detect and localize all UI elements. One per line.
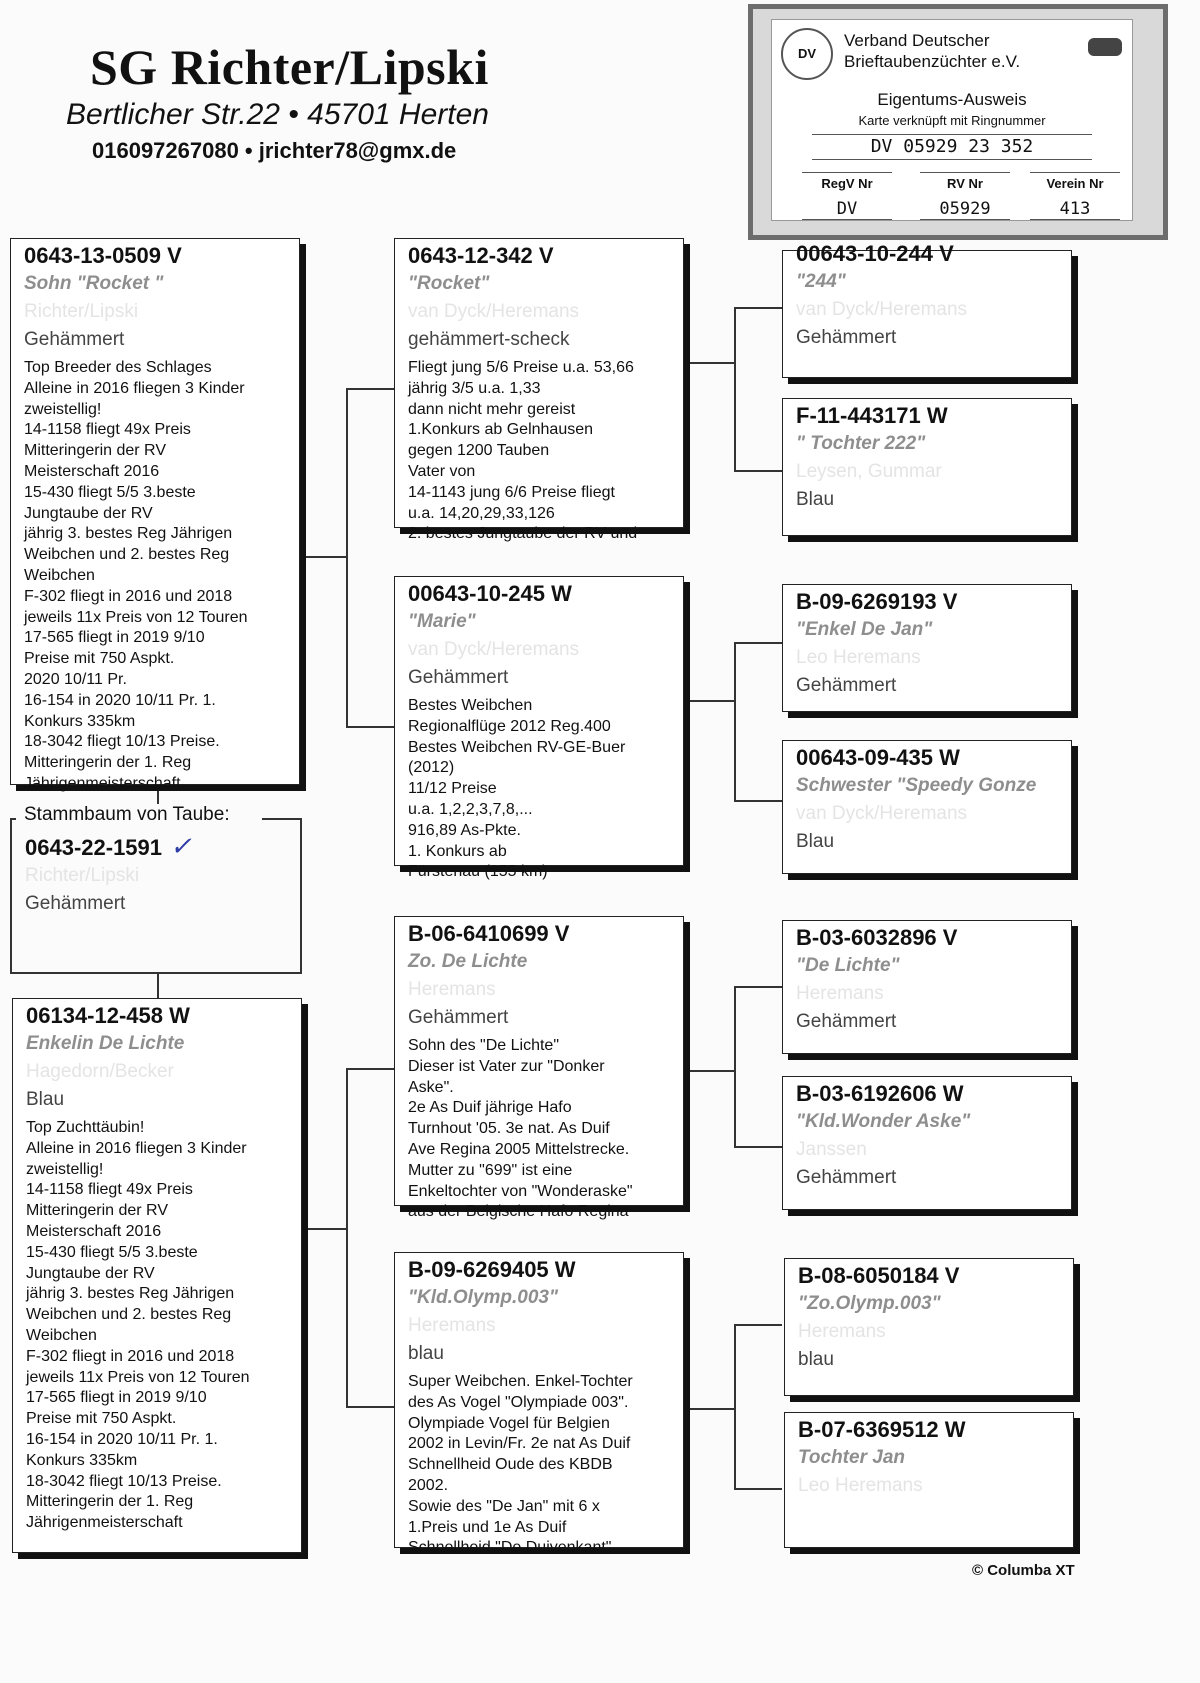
subject-ring-number	[25, 832, 287, 862]
note-line: 2020 10/11 Pr.	[24, 670, 127, 688]
note-line: 11/12 Preise	[408, 780, 497, 798]
note-line: 1. Konkurs ab	[408, 842, 507, 860]
breeder-address: Bertlicher Str.22 • 45701 Herten	[66, 98, 489, 131]
connector	[734, 307, 782, 309]
connector	[346, 388, 348, 728]
pedigree-label: Stammbaum von Taube:	[16, 804, 238, 826]
note-line: Dieser ist Vater zur "Donker	[408, 1057, 605, 1075]
grandsire-paternal-notes	[408, 358, 670, 545]
subject-breeder: Richter/Lipski	[25, 865, 140, 886]
sire-breeder: Richter/Lipski	[24, 301, 139, 322]
note-line: dann nicht mehr gereist	[408, 400, 576, 418]
connector	[10, 972, 302, 974]
ownership-stamp	[748, 4, 1168, 240]
great-grandparent-card[interactable]	[782, 740, 1072, 874]
connector	[346, 388, 394, 390]
great-grandparent-card[interactable]	[782, 1076, 1072, 1210]
stamp-verein	[1030, 172, 1120, 220]
granddam-maternal-breeder: Heremans	[408, 1315, 496, 1336]
grandsire-maternal-card[interactable]	[394, 916, 684, 1221]
stamp-heading: Eigentums-Ausweis	[877, 90, 1027, 109]
note-line: Fürstenau (155 km)	[408, 863, 548, 881]
dam-color: Blau	[26, 1089, 65, 1110]
dam-breeder: Hagedorn/Becker	[26, 1061, 174, 1082]
note-line: Meisterschaft 2016	[26, 1222, 162, 1240]
note-line: 16-154 in 2020 10/11 Pr. 1.	[24, 691, 216, 709]
granddam-paternal-card[interactable]	[394, 576, 684, 881]
subject-ring-text: 0643-22-1591	[25, 835, 163, 860]
note-line: 17-565 fliegt in 2019 9/10	[26, 1389, 207, 1407]
connector	[300, 818, 302, 974]
note-line: aus der Belgische Hafo Regina	[408, 1203, 629, 1221]
note-line: Sohn des "De Lichte"	[408, 1037, 560, 1054]
note-line: 916,89 As-Pkte.	[408, 821, 521, 839]
note-line: Alleine in 2016 fliegen 3 Kinder	[26, 1139, 247, 1157]
ggp-color: Blau	[796, 831, 835, 852]
connector	[734, 642, 782, 644]
note-line: 14-1158 fliegt 49x Preis	[26, 1181, 193, 1199]
note-line: 2. bestes Jungtaube der RV und	[408, 525, 638, 543]
note-line: Vater von	[408, 462, 476, 480]
connector	[734, 986, 782, 988]
breeder-name-title: SG Richter/Lipski	[90, 39, 489, 95]
great-grandparent-card[interactable]	[784, 1412, 1074, 1548]
note-line: Sowie des "De Jan" mit 6 x	[408, 1497, 600, 1515]
ggp-name: "Enkel De Jan"	[796, 619, 933, 640]
ggp-breeder: van Dyck/Heremans	[796, 299, 968, 320]
connector	[346, 726, 394, 728]
stamp-verein-value: 413	[1030, 199, 1120, 220]
stamp-rv	[920, 172, 1010, 220]
ggp-name: "De Lichte"	[796, 955, 900, 976]
granddam-maternal-notes	[408, 1372, 670, 1559]
sire-color: Gehämmert	[24, 329, 125, 350]
note-line: Fliegt jung 5/6 Preise u.a. 53,66	[408, 359, 634, 376]
ggp-color: Gehämmert	[796, 675, 897, 696]
note-line: u.a. 1,2,2,3,7,8,...	[408, 800, 533, 818]
note-line: Aske".	[408, 1078, 454, 1096]
ggp-breeder: Heremans	[798, 1321, 886, 1342]
note-line: Weibchen	[24, 566, 95, 584]
sire-card[interactable]	[10, 238, 300, 792]
ggp-color: Gehämmert	[796, 1167, 897, 1188]
grandsire-paternal-color: gehämmert-scheck	[408, 329, 570, 350]
note-line: jährig 3/5 u.a. 1,33	[408, 379, 541, 397]
ggp-ring: 00643-10-244 V	[796, 241, 954, 266]
note-line: Schnellheid "De Duivenkant"	[408, 1539, 612, 1557]
connector	[305, 556, 348, 558]
note-line: Preise mit 750 Aspkt.	[24, 650, 175, 668]
sire-name: Sohn "Rocket "	[24, 273, 164, 294]
ggp-ring: B-09-6269193 V	[796, 589, 958, 614]
dam-card[interactable]	[12, 998, 302, 1553]
ggp-name: "244"	[796, 271, 846, 292]
ggp-color: Gehämmert	[796, 327, 897, 348]
connector	[734, 1488, 782, 1490]
stamp-regv	[802, 172, 892, 220]
granddam-paternal-notes	[408, 696, 670, 883]
note-line: zweistellig!	[24, 400, 102, 418]
connector	[686, 362, 736, 364]
stamp-regv-label: RegV Nr	[802, 172, 892, 191]
note-line: 15-430 fliegt 5/5 3.beste	[26, 1243, 198, 1261]
ggp-name: " Tochter 222"	[796, 433, 926, 454]
note-line: 2002 in Levin/Fr. 2e nat As Duif	[408, 1435, 631, 1453]
ggp-name: Tochter Jan	[798, 1447, 905, 1468]
note-line: Mitteringerin der RV	[24, 442, 166, 460]
note-line: jeweils 11x Preis von 12 Touren	[24, 608, 248, 626]
ggp-ring: F-11-443171 W	[796, 403, 948, 428]
connector	[157, 974, 159, 998]
note-line: jährig 3. bestes Reg Jährigen	[26, 1285, 235, 1303]
ggp-name: "Kld.Wonder Aske"	[796, 1111, 971, 1132]
note-line: Jungtaube der RV	[26, 1264, 155, 1282]
dam-name: Enkelin De Lichte	[26, 1033, 185, 1054]
note-line: Konkurs 335km	[26, 1451, 138, 1469]
ggp-breeder: Heremans	[796, 983, 884, 1004]
subject-card[interactable]	[12, 818, 300, 974]
note-line: 17-565 fliegt in 2019 9/10	[24, 629, 205, 647]
ggp-breeder: Leo Heremans	[796, 647, 921, 668]
great-grandparent-card[interactable]	[782, 584, 1072, 712]
note-line: Turnhout '05. 3e nat. As Duif	[408, 1120, 610, 1138]
granddam-maternal-card[interactable]	[394, 1252, 684, 1557]
dam-ring-number: 06134-12-458 W	[26, 1003, 190, 1028]
connector	[686, 700, 736, 702]
note-line: Konkurs 335km	[24, 712, 136, 730]
software-copyright: © Columba XT	[972, 1562, 1075, 1579]
great-grandparent-card[interactable]	[782, 398, 1072, 536]
note-line: 16-154 in 2020 10/11 Pr. 1.	[26, 1430, 218, 1448]
note-line: Preise mit 750 Aspkt.	[26, 1410, 177, 1428]
note-line: Weibchen und 2. bestes Reg	[26, 1306, 232, 1324]
stamp-rv-label: RV Nr	[920, 172, 1010, 191]
note-line: 14-1158 fliegt 49x Preis	[24, 421, 191, 439]
ggp-breeder: Leo Heremans	[798, 1475, 923, 1496]
note-line: 1.Preis und 1e As Duif	[408, 1518, 567, 1536]
grandsire-maternal-color: Gehämmert	[408, 1007, 509, 1028]
great-grandparent-card[interactable]	[784, 1258, 1074, 1396]
note-line: Ave Regina 2005 Mittelstrecke.	[408, 1140, 630, 1158]
note-line: 18-3042 fliegt 10/13 Preise.	[24, 733, 220, 751]
note-line: Weibchen und 2. bestes Reg	[24, 546, 230, 564]
great-grandparent-card[interactable]	[782, 920, 1072, 1054]
ggp-ring: B-08-6050184 V	[798, 1263, 960, 1288]
note-line: 2002.	[408, 1476, 449, 1494]
ggp-color: Gehämmert	[796, 1011, 897, 1032]
note-line: 2e As Duif jährige Hafo	[408, 1099, 572, 1117]
connector	[686, 1408, 736, 1410]
connector	[734, 986, 736, 1148]
granddam-maternal-color: blau	[408, 1343, 444, 1364]
note-line: Enkeltochter von "Wonderaske"	[408, 1182, 633, 1200]
granddam-paternal-ring: 00643-10-245 W	[408, 581, 572, 606]
connector	[734, 642, 736, 802]
sire-notes	[24, 358, 286, 795]
granddam-paternal-breeder: van Dyck/Heremans	[408, 639, 580, 660]
connector	[734, 1324, 782, 1326]
note-line: (2012)	[408, 759, 455, 777]
note-line: 14-1143 jung 6/6 Preise fliegt	[408, 483, 615, 501]
note-line: gegen 1200 Tauben	[408, 442, 550, 460]
dam-notes	[26, 1118, 288, 1534]
connector	[305, 1228, 348, 1230]
stamp-verein-label: Verein Nr	[1030, 172, 1120, 191]
connector	[734, 1324, 736, 1490]
pigeon-emblem-icon: DV	[781, 28, 833, 80]
note-line: Meisterschaft 2016	[24, 462, 160, 480]
connector	[346, 1068, 394, 1070]
note-line: 15-430 fliegt 5/5 3.beste	[24, 483, 196, 501]
stamp-ring-number: DV 05929 23 352	[812, 134, 1092, 160]
stamp-regv-value: DV	[802, 199, 892, 220]
ggp-name: Schwester "Speedy Gonze	[796, 775, 1037, 796]
grandsire-paternal-breeder: van Dyck/Heremans	[408, 301, 580, 322]
note-line: Weibchen	[26, 1326, 97, 1344]
note-line: zweistellig!	[26, 1160, 104, 1178]
subject-color: Gehämmert	[25, 893, 126, 914]
ggp-color: Blau	[796, 489, 835, 510]
connector	[686, 1070, 736, 1072]
connector	[734, 307, 736, 472]
connector	[734, 470, 782, 472]
connector	[734, 800, 782, 802]
granddam-paternal-color: Gehämmert	[408, 667, 509, 688]
checkmark-icon: ✓	[170, 831, 192, 861]
grandsire-paternal-name: "Rocket"	[408, 273, 490, 294]
stamp-rv-value: 05929	[920, 199, 1010, 220]
note-line: Alleine in 2016 fliegen 3 Kinder	[24, 379, 245, 397]
breeder-contact: 016097267080 • jrichter78@gmx.de	[92, 138, 457, 163]
ggp-breeder: van Dyck/Heremans	[796, 803, 968, 824]
connector	[346, 1406, 394, 1408]
grandsire-maternal-notes	[408, 1036, 670, 1223]
granddam-maternal-ring: B-09-6269405 W	[408, 1257, 576, 1282]
ggp-name: "Zo.Olymp.003"	[798, 1293, 941, 1314]
note-line: jeweils 11x Preis von 12 Touren	[26, 1368, 250, 1386]
ggp-breeder: Janssen	[796, 1139, 867, 1160]
note-line: Mitteringerin der 1. Reg	[26, 1493, 194, 1511]
grandsire-maternal-breeder: Heremans	[408, 979, 496, 1000]
car-icon	[1088, 38, 1122, 56]
note-line: F-302 fliegt in 2016 und 2018	[26, 1347, 235, 1365]
connector	[734, 1146, 782, 1148]
note-line: jährig 3. bestes Reg Jährigen	[24, 525, 233, 543]
ggp-ring: B-03-6032896 V	[796, 925, 958, 950]
note-line: Schnellheid Oude des KBDB	[408, 1456, 613, 1474]
note-line: Jungtaube der RV	[24, 504, 153, 522]
connector	[346, 1068, 348, 1408]
note-line: Bestes Weibchen RV-GE-Buer	[408, 738, 626, 756]
grandsire-paternal-card[interactable]	[394, 238, 684, 543]
grandsire-maternal-ring: B-06-6410699 V	[408, 921, 570, 946]
ggp-ring: B-03-6192606 W	[796, 1081, 964, 1106]
note-line: Regionalflüge 2012 Reg.400	[408, 717, 611, 735]
sire-ring-number: 0643-13-0509 V	[24, 243, 182, 268]
note-line: F-302 fliegt in 2016 und 2018	[24, 587, 233, 605]
granddam-maternal-name: "Kld.Olymp.003"	[408, 1287, 559, 1308]
note-line: 18-3042 fliegt 10/13 Preise.	[26, 1472, 222, 1490]
ggp-breeder: Leysen, Gummar	[796, 461, 942, 482]
note-line: Jährigenmeisterschaft	[24, 774, 181, 792]
note-line: des As Vogel "Olympiade 003".	[408, 1393, 629, 1411]
ggp-ring: B-07-6369512 W	[798, 1417, 966, 1442]
ggp-ring: 00643-09-435 W	[796, 745, 960, 770]
note-line: 1.Konkurs ab Gelnhausen	[408, 421, 594, 439]
note-line: Bestes Weibchen	[408, 697, 533, 714]
ggp-color: blau	[798, 1349, 834, 1370]
note-line: Super Weibchen. Enkel-Tochter	[408, 1373, 633, 1390]
note-line: Mutter zu "699" ist eine	[408, 1161, 573, 1179]
note-line: Mitteringerin der RV	[26, 1202, 168, 1220]
note-line: Jährigenmeisterschaft	[26, 1514, 183, 1532]
note-line: Mitteringerin der 1. Reg	[24, 754, 192, 772]
note-line: Top Zuchttäubin!	[26, 1119, 145, 1136]
stamp-subheading: Karte verknüpft mit Ringnummer	[858, 113, 1046, 128]
note-line: Olympiade Vogel für Belgien	[408, 1414, 610, 1432]
grandsire-maternal-name: Zo. De Lichte	[408, 951, 528, 972]
note-line: u.a. 14,20,29,33,126	[408, 504, 555, 522]
granddam-paternal-name: "Marie"	[408, 611, 476, 632]
stamp-organization: Verband Deutscher Brieftaubenzüchter e.V.	[844, 31, 1021, 71]
note-line: Top Breeder des Schlages	[24, 359, 212, 376]
great-grandparent-card[interactable]	[782, 241, 1072, 378]
grandsire-paternal-ring: 0643-12-342 V	[408, 243, 554, 268]
